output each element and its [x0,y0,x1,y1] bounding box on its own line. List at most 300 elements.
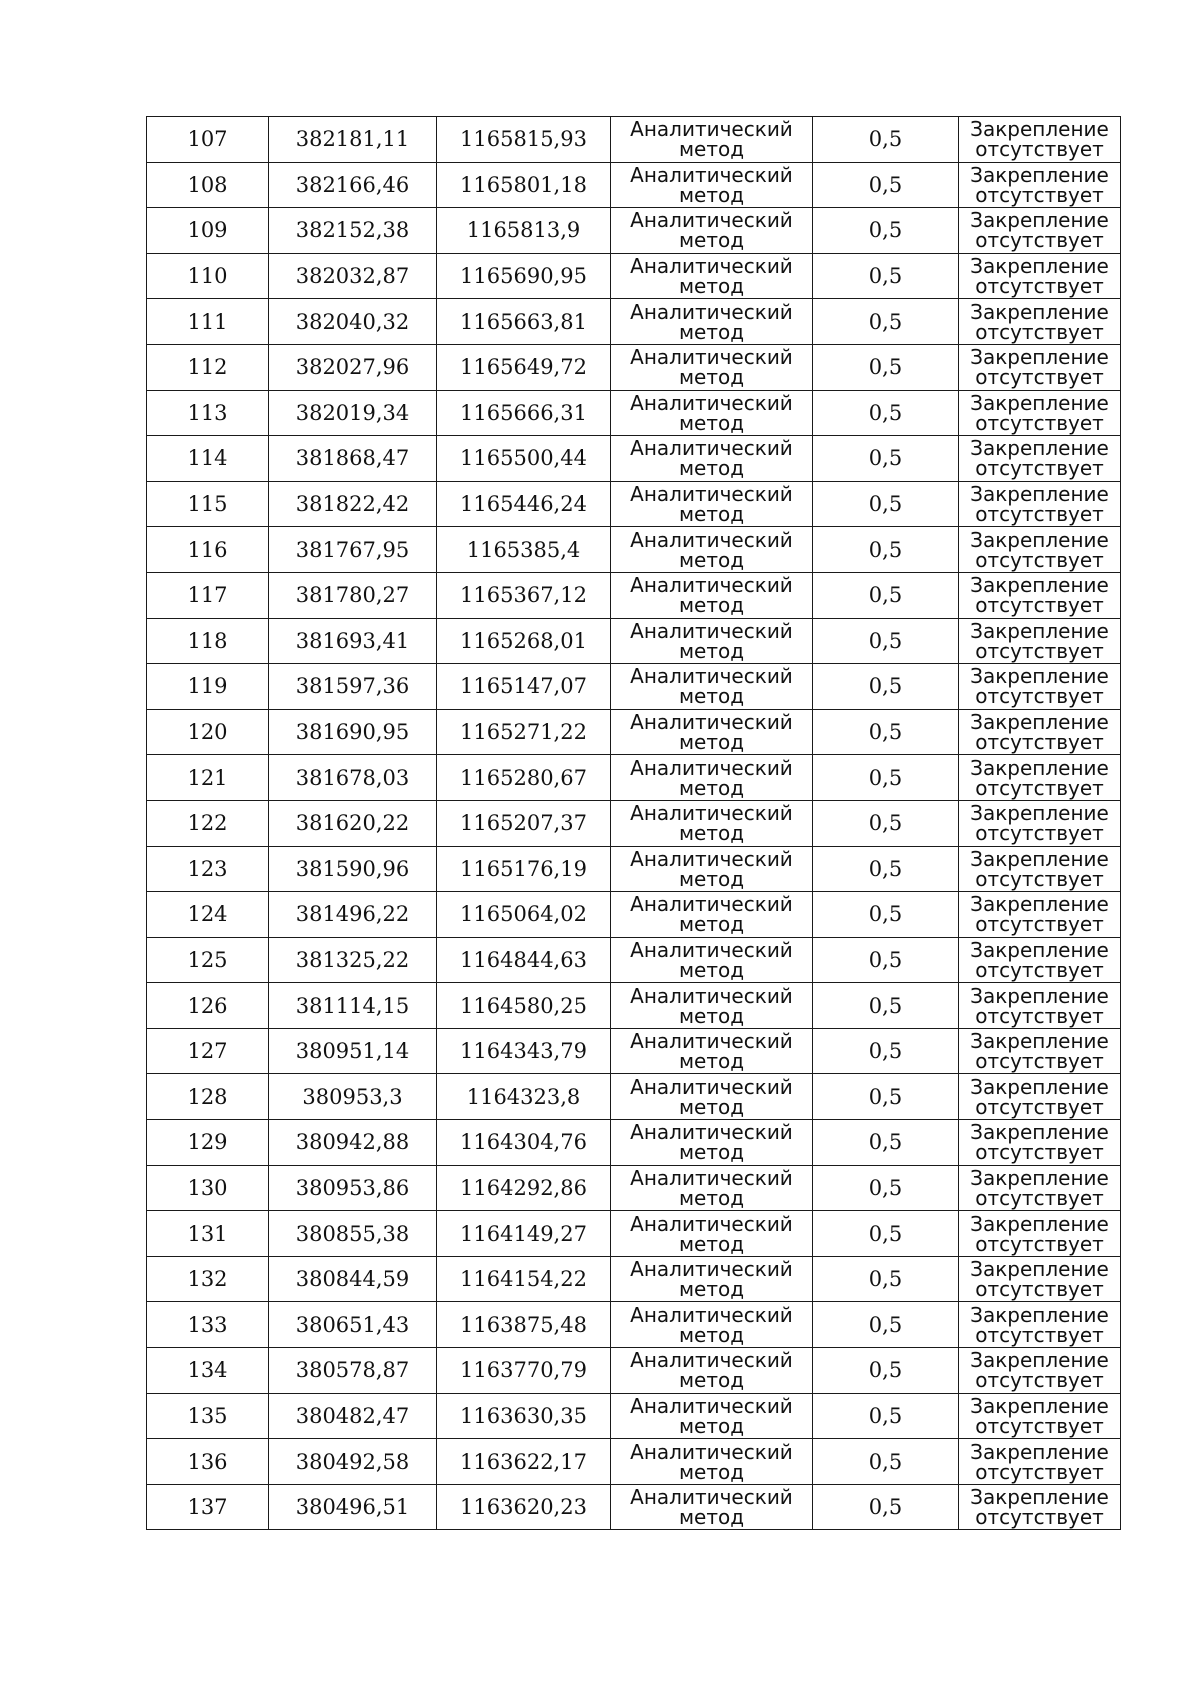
method-cell-line: метод [678,775,745,800]
method-cell [611,1439,813,1485]
table-row [147,1256,1121,1302]
error-cell: 0,5 [813,664,959,710]
mark-description-cell-line: Закрепление [970,1302,1109,1327]
method-cell [611,892,813,938]
point-number-cell: 134 [147,1348,269,1394]
mark-description-cell-line: Закрепление [970,436,1109,461]
error-cell: 0,5 [813,1256,959,1302]
mark-description-cell-line: отсутствует [975,684,1104,709]
table-row [147,1165,1121,1211]
x-coordinate-cell: 381597,36 [269,664,437,710]
point-number-cell: 120 [147,709,269,755]
mark-description-cell-line: Закрепление [970,983,1109,1008]
mark-description-cell [959,618,1121,664]
mark-description-cell-line: отсутствует [975,912,1104,937]
method-cell-line: метод [678,638,745,663]
method-cell [611,390,813,436]
point-number-cell: 116 [147,527,269,573]
error-cell: 0,5 [813,1074,959,1120]
x-coordinate-cell: 380482,47 [269,1393,437,1439]
mark-description-cell [959,253,1121,299]
method-cell-line: метод [678,547,745,572]
mark-description-cell-line: Закрепление [970,664,1109,689]
error-cell: 0,5 [813,1120,959,1166]
y-coordinate-cell: 1164323,8 [437,1074,611,1120]
table-row [147,436,1121,482]
mark-description-cell-line: Закрепление [970,1439,1109,1464]
mark-description-cell [959,983,1121,1029]
x-coordinate-cell: 382181,11 [269,117,437,163]
y-coordinate-cell: 1165268,01 [437,618,611,664]
method-cell-line: Аналитический [630,983,793,1008]
point-number-cell: 112 [147,344,269,390]
method-cell-line: Аналитический [630,1393,793,1418]
error-cell: 0,5 [813,983,959,1029]
x-coordinate-cell: 382027,96 [269,344,437,390]
mark-description-cell [959,1120,1121,1166]
method-cell-line: Аналитический [630,390,793,415]
method-cell-line: метод [678,365,745,390]
mark-description-cell-line: Закрепление [970,1120,1109,1145]
y-coordinate-cell: 1163875,48 [437,1302,611,1348]
point-number-cell: 107 [147,117,269,163]
mark-description-cell-line: отсутствует [975,1368,1104,1393]
method-cell [611,1348,813,1394]
mark-description-cell-line: отсутствует [975,137,1104,162]
table-row [147,618,1121,664]
method-cell-line: Аналитический [630,664,793,689]
x-coordinate-cell: 380844,59 [269,1256,437,1302]
method-cell [611,481,813,527]
mark-description-cell-line: Закрепление [970,846,1109,871]
x-coordinate-cell: 381767,95 [269,527,437,573]
table-row [147,846,1121,892]
x-coordinate-cell: 381325,22 [269,937,437,983]
error-cell: 0,5 [813,892,959,938]
table-row [147,1393,1121,1439]
error-cell: 0,5 [813,1028,959,1074]
table-row [147,390,1121,436]
method-cell [611,937,813,983]
method-cell [611,664,813,710]
mark-description-cell-line: Закрепление [970,937,1109,962]
point-number-cell: 132 [147,1256,269,1302]
method-cell-line: метод [678,1003,745,1028]
method-cell [611,755,813,801]
point-number-cell: 131 [147,1211,269,1257]
method-cell-line: Аналитический [630,1120,793,1145]
mark-description-cell-line: Закрепление [970,892,1109,917]
point-number-cell: 125 [147,937,269,983]
method-cell [611,1028,813,1074]
method-cell [611,709,813,755]
method-cell-line: метод [678,593,745,618]
x-coordinate-cell: 381868,47 [269,436,437,482]
mark-description-cell-line: Закрепление [970,345,1109,370]
x-coordinate-cell: 381496,22 [269,892,437,938]
mark-description-cell-line: Закрепление [970,299,1109,324]
y-coordinate-cell: 1165176,19 [437,846,611,892]
mark-description-cell-line: отсутствует [975,502,1104,527]
method-cell-line: метод [678,1049,745,1074]
method-cell-line: Аналитический [630,1302,793,1327]
table-row [147,664,1121,710]
x-coordinate-cell: 380951,14 [269,1028,437,1074]
error-cell: 0,5 [813,1211,959,1257]
y-coordinate-cell: 1165280,67 [437,755,611,801]
method-cell-line: Аналитический [630,436,793,461]
table-row [147,208,1121,254]
point-number-cell: 117 [147,572,269,618]
mark-description-cell [959,299,1121,345]
x-coordinate-cell: 381693,41 [269,618,437,664]
method-cell [611,1256,813,1302]
table-row [147,117,1121,163]
mark-description-cell-line: отсутствует [975,410,1104,435]
y-coordinate-cell: 1165446,24 [437,481,611,527]
method-cell-line: метод [678,1413,745,1438]
y-coordinate-cell: 1163770,79 [437,1348,611,1394]
mark-description-cell [959,390,1121,436]
mark-description-cell [959,117,1121,163]
mark-description-cell [959,208,1121,254]
table-row [147,937,1121,983]
method-cell [611,572,813,618]
method-cell-line: метод [678,1459,745,1484]
error-cell: 0,5 [813,1393,959,1439]
point-number-cell: 113 [147,390,269,436]
error-cell: 0,5 [813,390,959,436]
error-cell: 0,5 [813,1439,959,1485]
method-cell [611,1484,813,1530]
method-cell-line: Аналитический [630,1485,793,1510]
mark-description-cell-line: Закрепление [970,1393,1109,1418]
point-number-cell: 133 [147,1302,269,1348]
mark-description-cell-line: отсутствует [975,593,1104,618]
mark-description-cell-line: Закрепление [970,482,1109,507]
method-cell-line: метод [678,1368,745,1393]
y-coordinate-cell: 1164149,27 [437,1211,611,1257]
mark-description-cell-line: отсутствует [975,866,1104,891]
method-cell-line: Аналитический [630,1074,793,1099]
error-cell: 0,5 [813,162,959,208]
table-row [147,299,1121,345]
method-cell [611,983,813,1029]
y-coordinate-cell: 1165663,81 [437,299,611,345]
method-cell-line: Аналитический [630,1029,793,1054]
mark-description-cell-line: отсутствует [975,547,1104,572]
method-cell-line: Аналитический [630,801,793,826]
mark-description-cell-line: отсутствует [975,365,1104,390]
error-cell: 0,5 [813,436,959,482]
x-coordinate-cell: 381780,27 [269,572,437,618]
table-row [147,892,1121,938]
mark-description-cell-line: Закрепление [970,117,1109,142]
method-cell-line: Аналитический [630,1439,793,1464]
method-cell [611,1393,813,1439]
y-coordinate-cell: 1165813,9 [437,208,611,254]
x-coordinate-cell: 381690,95 [269,709,437,755]
table-row [147,755,1121,801]
error-cell: 0,5 [813,572,959,618]
method-cell-line: Аналитический [630,527,793,552]
mark-description-cell-line: Закрепление [970,390,1109,415]
mark-description-cell [959,1302,1121,1348]
mark-description-cell-line: отсутствует [975,1505,1104,1530]
method-cell-line: Аналитический [630,618,793,643]
point-number-cell: 124 [147,892,269,938]
mark-description-cell-line: Закрепление [970,573,1109,598]
mark-description-cell-line: Закрепление [970,1348,1109,1373]
method-cell-line: метод [678,1277,745,1302]
mark-description-cell [959,1256,1121,1302]
method-cell-line: Аналитический [630,710,793,735]
mark-description-cell [959,481,1121,527]
table-row [147,1484,1121,1530]
point-number-cell: 130 [147,1165,269,1211]
mark-description-cell [959,709,1121,755]
mark-description-cell-line: Закрепление [970,208,1109,233]
y-coordinate-cell: 1165147,07 [437,664,611,710]
point-number-cell: 126 [147,983,269,1029]
method-cell [611,344,813,390]
mark-description-cell [959,755,1121,801]
y-coordinate-cell: 1165367,12 [437,572,611,618]
y-coordinate-cell: 1164154,22 [437,1256,611,1302]
table-row [147,1028,1121,1074]
method-cell-line: метод [678,1094,745,1119]
error-cell: 0,5 [813,344,959,390]
mark-description-cell [959,436,1121,482]
method-cell-line: метод [678,1140,745,1165]
y-coordinate-cell: 1165500,44 [437,436,611,482]
y-coordinate-cell: 1164844,63 [437,937,611,983]
method-cell [611,1302,813,1348]
x-coordinate-cell: 380953,3 [269,1074,437,1120]
point-number-cell: 108 [147,162,269,208]
mark-description-cell [959,846,1121,892]
table-row [147,1439,1121,1485]
mark-description-cell-line: Закрепление [970,527,1109,552]
mark-description-cell-line: отсутствует [975,182,1104,207]
method-cell-line: Аналитический [630,1211,793,1236]
mark-description-cell-line: отсутствует [975,775,1104,800]
point-number-cell: 118 [147,618,269,664]
method-cell [611,253,813,299]
mark-description-cell [959,937,1121,983]
mark-description-cell-line: отсутствует [975,1231,1104,1256]
method-cell-line: Аналитический [630,937,793,962]
method-cell-line: Аналитический [630,573,793,598]
table-row [147,1074,1121,1120]
table-row [147,344,1121,390]
method-cell [611,1211,813,1257]
mark-description-cell-line: Закрепление [970,1485,1109,1510]
method-cell-line: метод [678,274,745,299]
point-number-cell: 109 [147,208,269,254]
error-cell: 0,5 [813,846,959,892]
mark-description-cell-line: Закрепление [970,801,1109,826]
y-coordinate-cell: 1165064,02 [437,892,611,938]
mark-description-cell-line: Закрепление [970,1257,1109,1282]
point-number-cell: 129 [147,1120,269,1166]
mark-description-cell-line: отсутствует [975,638,1104,663]
mark-description-cell-line: отсутствует [975,456,1104,481]
point-number-cell: 127 [147,1028,269,1074]
mark-description-cell-line: отсутствует [975,319,1104,344]
method-cell-line: метод [678,912,745,937]
method-cell-line: метод [678,1322,745,1347]
error-cell: 0,5 [813,1348,959,1394]
mark-description-cell-line: отсутствует [975,1459,1104,1484]
method-cell-line: Аналитический [630,755,793,780]
x-coordinate-cell: 382032,87 [269,253,437,299]
point-number-cell: 114 [147,436,269,482]
method-cell-line: метод [678,137,745,162]
x-coordinate-cell: 382166,46 [269,162,437,208]
mark-description-cell [959,1165,1121,1211]
method-cell-line: метод [678,684,745,709]
mark-description-cell [959,800,1121,846]
method-cell [611,800,813,846]
mark-description-cell-line: Закрепление [970,1211,1109,1236]
y-coordinate-cell: 1164304,76 [437,1120,611,1166]
table-row [147,1302,1121,1348]
method-cell [611,618,813,664]
y-coordinate-cell: 1165207,37 [437,800,611,846]
point-number-cell: 122 [147,800,269,846]
point-number-cell: 111 [147,299,269,345]
x-coordinate-cell: 381590,96 [269,846,437,892]
method-cell-line: Аналитический [630,1257,793,1282]
method-cell-line: Аналитический [630,117,793,142]
y-coordinate-cell: 1165385,4 [437,527,611,573]
y-coordinate-cell: 1163622,17 [437,1439,611,1485]
mark-description-cell [959,1028,1121,1074]
y-coordinate-cell: 1165271,22 [437,709,611,755]
coordinates-table [146,116,1121,1530]
method-cell-line: Аналитический [630,162,793,187]
method-cell [611,1165,813,1211]
mark-description-cell-line: отсутствует [975,228,1104,253]
mark-description-cell [959,1484,1121,1530]
x-coordinate-cell: 382152,38 [269,208,437,254]
method-cell-line: метод [678,410,745,435]
y-coordinate-cell: 1165666,31 [437,390,611,436]
x-coordinate-cell: 380496,51 [269,1484,437,1530]
x-coordinate-cell: 381822,42 [269,481,437,527]
point-number-cell: 121 [147,755,269,801]
error-cell: 0,5 [813,618,959,664]
error-cell: 0,5 [813,709,959,755]
mark-description-cell-line: отсутствует [975,1322,1104,1347]
error-cell: 0,5 [813,1484,959,1530]
mark-description-cell-line: отсутствует [975,1049,1104,1074]
method-cell-line: Аналитический [630,846,793,871]
mark-description-cell-line: отсутствует [975,1185,1104,1210]
mark-description-cell [959,1074,1121,1120]
table-row [147,1348,1121,1394]
mark-description-cell [959,1393,1121,1439]
mark-description-cell-line: отсутствует [975,821,1104,846]
x-coordinate-cell: 380651,43 [269,1302,437,1348]
mark-description-cell [959,162,1121,208]
error-cell: 0,5 [813,481,959,527]
mark-description-cell [959,1348,1121,1394]
mark-description-cell-line: отсутствует [975,1140,1104,1165]
mark-description-cell [959,572,1121,618]
table-row [147,709,1121,755]
mark-description-cell [959,1211,1121,1257]
method-cell [611,527,813,573]
method-cell [611,162,813,208]
point-number-cell: 128 [147,1074,269,1120]
mark-description-cell-line: Закрепление [970,1165,1109,1190]
y-coordinate-cell: 1164292,86 [437,1165,611,1211]
table-row [147,1211,1121,1257]
table-row [147,572,1121,618]
error-cell: 0,5 [813,937,959,983]
method-cell [611,117,813,163]
mark-description-cell [959,527,1121,573]
y-coordinate-cell: 1165815,93 [437,117,611,163]
method-cell [611,1120,813,1166]
mark-description-cell [959,344,1121,390]
y-coordinate-cell: 1165690,95 [437,253,611,299]
method-cell-line: метод [678,228,745,253]
point-number-cell: 119 [147,664,269,710]
error-cell: 0,5 [813,1302,959,1348]
table-row [147,983,1121,1029]
table-row [147,1120,1121,1166]
mark-description-cell-line: Закрепление [970,162,1109,187]
table-row [147,162,1121,208]
method-cell [611,846,813,892]
mark-description-cell-line: Закрепление [970,618,1109,643]
x-coordinate-cell: 380953,86 [269,1165,437,1211]
method-cell-line: метод [678,730,745,755]
error-cell: 0,5 [813,299,959,345]
method-cell-line: метод [678,1185,745,1210]
x-coordinate-cell: 382019,34 [269,390,437,436]
y-coordinate-cell: 1163630,35 [437,1393,611,1439]
y-coordinate-cell: 1165649,72 [437,344,611,390]
error-cell: 0,5 [813,253,959,299]
table-body [147,117,1121,1530]
method-cell [611,1074,813,1120]
method-cell-line: Аналитический [630,892,793,917]
method-cell [611,436,813,482]
error-cell: 0,5 [813,1165,959,1211]
mark-description-cell-line: отсутствует [975,1413,1104,1438]
y-coordinate-cell: 1164343,79 [437,1028,611,1074]
point-number-cell: 135 [147,1393,269,1439]
method-cell-line: метод [678,456,745,481]
method-cell [611,299,813,345]
method-cell-line: метод [678,182,745,207]
method-cell-line: Аналитический [630,299,793,324]
y-coordinate-cell: 1165801,18 [437,162,611,208]
table-row [147,527,1121,573]
x-coordinate-cell: 380492,58 [269,1439,437,1485]
mark-description-cell-line: Закрепление [970,755,1109,780]
method-cell-line: метод [678,319,745,344]
method-cell-line: Аналитический [630,1165,793,1190]
y-coordinate-cell: 1163620,23 [437,1484,611,1530]
y-coordinate-cell: 1164580,25 [437,983,611,1029]
mark-description-cell-line: Закрепление [970,254,1109,279]
method-cell-line: метод [678,1505,745,1530]
